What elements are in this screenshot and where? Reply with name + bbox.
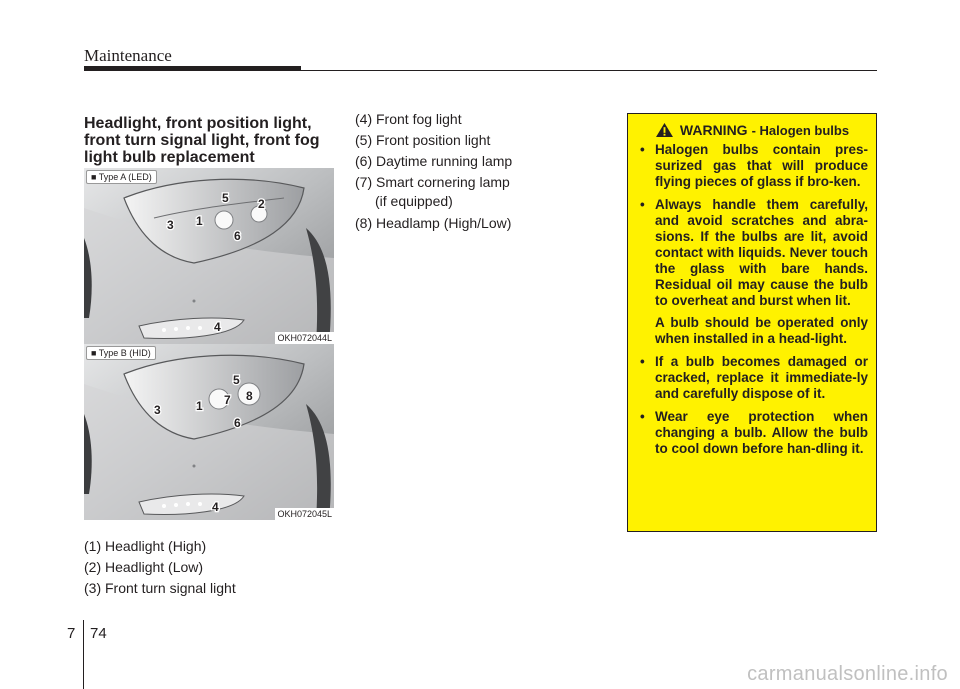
figure-type-label-a: ■ Type A (LED) [86,170,157,184]
heading-line-2: front turn signal light, front fog [84,132,320,149]
figure-type-label-b: ■ Type B (HID) [86,346,156,360]
callout-b-8: 8 [246,389,253,403]
bullet-glyph: • [640,409,645,424]
warning-header [636,122,868,138]
warning-bullet-2-extra: A bulb should be operated only when installed in a head-light. [655,315,868,346]
callout-a-5: 5 [222,191,229,205]
footer-divider [83,620,84,689]
callout-a-2: 2 [258,197,265,211]
legend-item-6: (6) Daytime running lamp [355,153,513,169]
callout-a-1: 1 [196,214,203,228]
warning-triangle-icon [655,122,674,138]
warning-bullet-2 [636,197,868,347]
header-rule [301,70,877,71]
header-bar [84,66,301,71]
legend-item-2: (2) Headlight (Low) [84,559,204,575]
legend-item-7-cont: (if equipped) [375,193,453,209]
warning-bullet-2-text: Always handle them carefully, and avoid scratches and abra-sions. If the bulbs are lit, avoid contact with liquids. Never touch the glass with bare hands. Residual oil may cause the bulb to overheat and burst when lit. [655,197,868,308]
headlamp-illustration-b [84,344,334,520]
legend-item-7: (7) Smart cornering lamp [355,174,510,190]
footer-page-number: 74 [90,625,107,642]
headlamp-illustration-a [84,168,334,344]
callout-b-6: 6 [234,416,241,430]
warning-bullet-3-text: If a bulb becomes damaged or cracked, replace it immediate-ly and carefully dispose of it. [655,354,868,401]
callout-b-5: 5 [233,373,240,387]
legend-item-8: (8) Headlamp (High/Low) [355,215,512,231]
bullet-glyph: • [640,142,645,157]
warning-bullet-3 [636,354,868,402]
callout-b-4: 4 [212,500,219,514]
warning-subtitle: - Halogen bulbs [751,122,850,138]
callout-b-7: 7 [224,393,231,407]
callout-a-4: 4 [214,320,221,334]
heading-line-3: light bulb replacement [84,149,255,166]
callout-b-1: 1 [196,399,203,413]
warning-list [636,142,868,457]
heading-line-1: Headlight, front position light, [84,115,312,132]
warning-bullet-1-text: Halogen bulbs contain pres-surized gas that will produce flying pieces of glass if bro-ken. [655,142,868,189]
bullet-glyph: • [640,354,645,369]
section-heading [84,115,334,166]
figure-type-b [84,344,334,520]
legend-left [84,536,236,599]
legend-right [355,109,512,234]
figure-code-a: OKH072044L [277,333,332,343]
watermark: carmanualsonline.info [747,663,948,685]
figure-type-a [84,168,334,344]
legend-item-3: (3) Front turn signal light [84,580,236,596]
legend-item-4: (4) Front fog light [355,111,462,127]
page-header-title: Maintenance [84,46,172,65]
legend-item-1: (1) Headlight (High) [84,538,207,554]
callout-b-3: 3 [154,403,161,417]
callout-a-3: 3 [167,218,174,232]
warning-bullet-4 [636,409,868,457]
warning-bullet-1 [636,142,868,190]
callout-a-6: 6 [234,229,241,243]
warning-title: WARNING [679,122,748,138]
warning-bullet-4-text: Wear eye protection when changing a bulb. Allow the bulb to cool down before han-dling it. [655,409,868,456]
footer-chapter-number: 7 [67,625,76,642]
legend-item-5: (5) Front position light [355,132,491,148]
bullet-glyph: • [640,197,645,212]
warning-box [627,113,877,532]
figure-code-b: OKH072045L [277,509,332,519]
